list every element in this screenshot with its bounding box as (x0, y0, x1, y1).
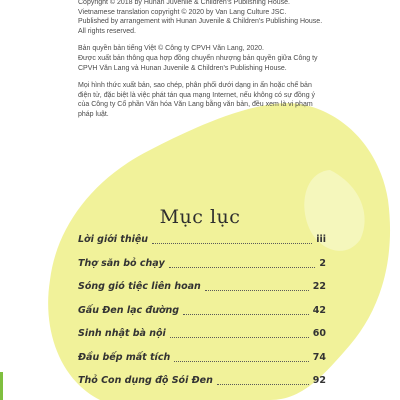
toc-dot-leader (205, 290, 309, 291)
toc-entry-title: Thợ săn bỏ chạy (78, 257, 165, 269)
toc-entry[interactable] (78, 256, 326, 280)
copyright-line: All rights reserved. (78, 27, 136, 35)
toc-entry-page: 2 (319, 257, 326, 269)
toc-dot-leader (217, 384, 309, 385)
toc-dot-leader (183, 314, 309, 315)
green-page-edge (0, 372, 3, 400)
toc-entry-title: Sóng gió tiệc liên hoan (78, 281, 201, 292)
toc-entry[interactable] (78, 232, 326, 256)
rights-notice-line: pháp luật. (78, 110, 109, 118)
toc-entry-title: Sinh nhật bà nội (78, 328, 166, 339)
toc-entry-page: 60 (312, 328, 326, 339)
toc-entry-title: Đầu bếp mất tích (78, 351, 171, 363)
toc-entry[interactable] (78, 279, 326, 303)
copyright-vn-line: Được xuất bản thông qua hợp đồng chuyển nhượng bản quyền giữa Công ty (78, 54, 318, 62)
toc-entry-page: iii (316, 234, 326, 245)
toc-entry-title: Gấu Đen lạc đường (78, 304, 180, 316)
toc-entry-page: 42 (312, 304, 326, 316)
toc-dot-leader (170, 337, 309, 338)
toc-entry[interactable] (78, 303, 326, 327)
toc-entry-page: 92 (312, 375, 326, 386)
toc-entry-page: 74 (312, 351, 326, 363)
copyright-vn-line: Bản quyền bản tiếng Việt © Công ty CPVH Văn Lang, 2020. (78, 45, 264, 53)
toc-heading: Mục lục (159, 206, 241, 228)
copyright-line: Vietnamese translation copyright © 2020 by Van Lang Culture JSC. (78, 8, 287, 16)
copyright-vn-line: CPVH Văn Lang và Hunan Juvenile & Children's Publishing House. (78, 64, 287, 72)
toc-entry[interactable] (78, 326, 326, 350)
copyright-line: Published by arrangement with Hunan Juvenile & Children's Publishing House. (78, 18, 323, 26)
toc-entry[interactable] (78, 373, 326, 397)
copyright-block (78, 0, 378, 120)
toc-entry-title: Thỏ Con dụng độ Sói Đen (78, 375, 213, 386)
toc-dot-leader (169, 267, 316, 268)
toc-entry[interactable] (78, 350, 326, 374)
copyright-line: Copyright © 2018 by Hunan Juvenile & Children's Publishing House. (78, 0, 290, 6)
table-of-contents (78, 232, 326, 397)
toc-entry-title: Lời giới thiệu (78, 234, 149, 245)
rights-notice-line: điện tử, đặc biệt là việc phát tán qua mạng Internet, nếu không có sự đồng ý (78, 91, 316, 99)
rights-notice-line: Mọi hình thức xuất bản, sao chép, phân phối dưới dạng in ấn hoặc chế bản (78, 82, 312, 90)
rights-notice-line: của Công ty Cổ phần Văn hóa Văn Lang bằng văn bản, đều xem là vi phạm (78, 101, 313, 109)
toc-dot-leader (174, 361, 309, 362)
toc-entry-page: 22 (312, 281, 326, 292)
toc-dot-leader (152, 243, 312, 244)
